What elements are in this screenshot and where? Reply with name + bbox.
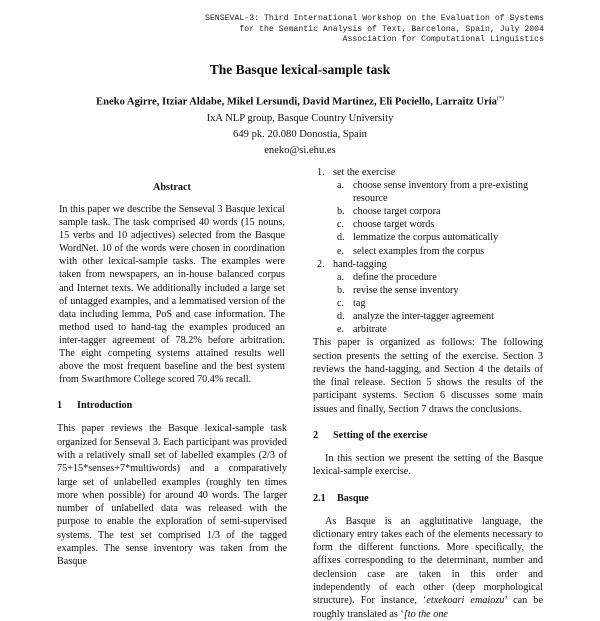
substep-2b-number: b. bbox=[337, 284, 345, 296]
step-2-label: hand-tagging bbox=[333, 258, 387, 270]
author-names: Eneko Agirre, Itziar Aldabe, Mikel Lersundi, David Martinez, Eli Pociello, Larraitz Uria bbox=[96, 96, 497, 108]
affiliation: IxA NLP group, Basque Country University bbox=[206, 112, 394, 124]
substep-2a-number: a. bbox=[337, 271, 345, 283]
substep-2d bbox=[333, 310, 543, 323]
substep-1b-number: b. bbox=[337, 206, 345, 218]
section-2-paragraph: In this section we present the setting of the Basque lexical-sample exercise. bbox=[313, 453, 543, 478]
header-line-3: Association for Computational Linguistics bbox=[342, 35, 544, 44]
substep-2e bbox=[333, 323, 543, 336]
section-2-1-paragraph bbox=[313, 515, 543, 621]
section-2-1-title: Basque bbox=[337, 492, 369, 504]
step-2 bbox=[313, 258, 543, 337]
left-column bbox=[57, 182, 287, 569]
substep-1e-number: e. bbox=[337, 245, 345, 257]
substep-2d-number: d. bbox=[337, 311, 345, 323]
step-1 bbox=[313, 166, 543, 258]
section-2-1-number: 2.1 bbox=[313, 492, 326, 504]
organization-paragraph: This paper is organized as follows: The following section presents the setting of the exercise. Section 3 reviews the hand-tagging, and Section 4 the details of the final release. Section 5 shows the results of the participant systems. Section 6 discusses some main issues and finally, Section 7 draws the conclusions. bbox=[313, 337, 543, 415]
author-footnote-mark: (*) bbox=[496, 96, 504, 102]
substep-1d-number: d. bbox=[337, 232, 345, 244]
substep-1a bbox=[333, 179, 543, 205]
author-block bbox=[0, 91, 600, 159]
substep-2a-label: define the procedure bbox=[353, 271, 437, 283]
substep-1c bbox=[333, 218, 543, 231]
step-1-label: set the exercise bbox=[333, 167, 396, 178]
substep-1d bbox=[333, 231, 543, 244]
substep-2c-label: tag bbox=[353, 297, 366, 309]
substep-2a bbox=[333, 271, 543, 284]
intro-paragraph: This paper reviews the Basque lexical-sample task organized for Senseval 3. Each participant was provided with a relatively small set of labelled examples (2/3 of 75+15*senses+7*multiwords) and a comparatively large set of unlabelled examples (roughly ten times more when possible) for around 40 words. The larger number of unlabelled data was released with the purpose to enable the exploration of semi-supervised systems. The test set comprised 1/3 of the tagged examples. The sense inventory was taken from the Basque bbox=[57, 423, 287, 568]
substep-1e-label: select examples from the corpus bbox=[353, 245, 485, 257]
substep-2b bbox=[333, 284, 543, 297]
section-1-title: Introduction bbox=[77, 400, 133, 412]
header-line-2: for the Semantic Analysis of Text, Barcelona, Spain, July 2004 bbox=[239, 24, 544, 34]
abstract-text: In this paper we describe the Senseval 3 Basque lexical sample task. The task comprised 40 words (15 nouns, 15 verbs and 10 adjectives) selected from the Basque WordNet. 10 of the words were chosen in coordination with other lexical-sample tasks. The examples were taken from newspapers, an in-house balanced corpus and Internet texts. We additionally included a large set of untagged examples, and a lemmatised version of the data including lemma, PoS and case information. The method used to hand-tag the examples produced an inter-tagger agreement of 78.2% before arbitration. The eight competing systems attained results well above the most frequent baseline and the best system from Swarthmore College scored 70.4% recall. bbox=[59, 204, 285, 386]
substep-1e bbox=[333, 245, 543, 258]
email: eneko@si.ehu.es bbox=[264, 144, 336, 156]
substep-1a-label: choose sense inventory from a pre-existing resource bbox=[353, 180, 529, 205]
substep-1a-number: a. bbox=[337, 180, 345, 192]
step-1-number: 1. bbox=[317, 167, 325, 178]
section-1-number: 1 bbox=[57, 400, 63, 412]
substep-2d-label: analyze the inter-tagger agreement bbox=[353, 311, 494, 323]
step-1-substeps bbox=[333, 179, 543, 258]
step-2-substeps bbox=[333, 271, 543, 336]
section-2-number: 2 bbox=[313, 430, 319, 441]
section-1-heading bbox=[57, 400, 287, 411]
right-column bbox=[313, 166, 543, 621]
basque-text-part-2: ’ can be roughly translated as ‘ bbox=[313, 595, 544, 620]
section-2-1-heading bbox=[313, 493, 543, 504]
abstract-heading: Abstract bbox=[153, 182, 191, 193]
substep-1b-label: choose target corpora bbox=[353, 206, 441, 218]
section-2-heading bbox=[313, 430, 543, 441]
substep-2e-number: e. bbox=[337, 324, 345, 336]
paper-title: The Basque lexical-sample task bbox=[209, 62, 391, 77]
substep-2c bbox=[333, 297, 543, 310]
header-line-1: SENSEVAL-3: Third International Workshop on the Evaluation of Systems bbox=[204, 14, 544, 23]
basque-text-part-1: As Basque is an agglutinative language, the dictionary entry takes each of the elements necessary to form the different functions. More specifically, the affixes corresponding to the determinant, number and declension case are taken in this order and independently of each other (deep morphological structure). For instance, ‘ bbox=[313, 515, 543, 607]
substep-1b bbox=[333, 205, 543, 218]
substep-2b-label: revise the sense inventory bbox=[353, 284, 459, 296]
conference-header bbox=[144, 14, 544, 46]
substep-1c-label: choose target words bbox=[353, 219, 435, 231]
substep-2c-number: c. bbox=[337, 297, 345, 309]
section-2-title: Setting of the exercise bbox=[333, 430, 428, 441]
basque-example-term: etxekoari emaiozu bbox=[426, 595, 505, 607]
address: 649 pk. 20.080 Donostia, Spain bbox=[233, 128, 367, 140]
task-steps-list bbox=[313, 166, 543, 336]
substep-1d-label: lemmatize the corpus automatically bbox=[353, 232, 499, 244]
substep-2e-label: arbitrate bbox=[353, 324, 387, 336]
basque-example-translation: [to the one bbox=[403, 608, 448, 620]
step-2-number: 2. bbox=[317, 258, 325, 270]
substep-1c-number: c. bbox=[337, 219, 345, 231]
